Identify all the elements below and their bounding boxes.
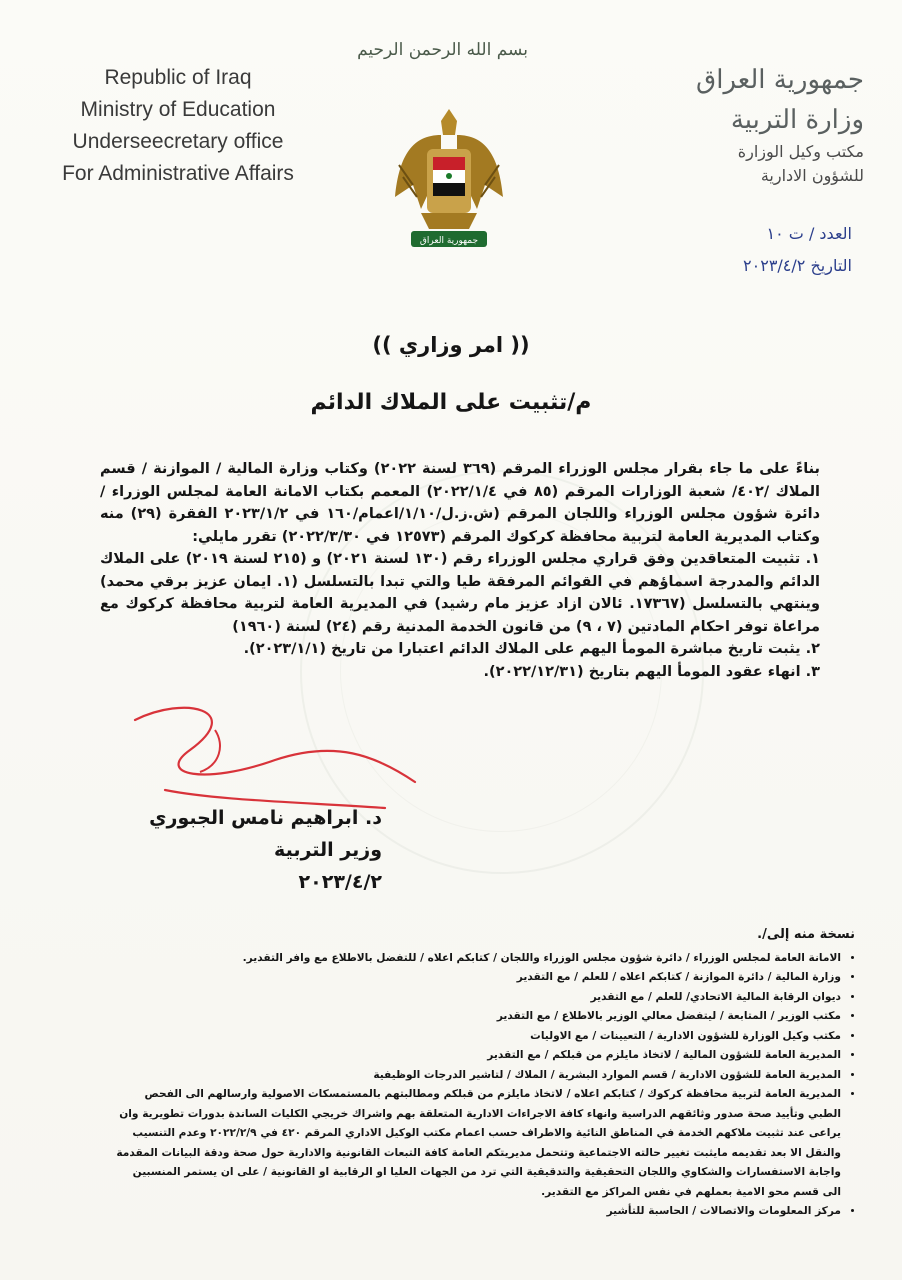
signatory-name: د. ابراهيم نامس الجبوري (149, 807, 382, 829)
copies-section (115, 925, 855, 1222)
en-line-ministry: Ministry of Education (80, 98, 276, 121)
order-intro: بناءً على ما جاء بقرار مجلس الوزراء المرقم (٣٦٩ لسنة ٢٠٢٢) وكتاب وزارة المالية / الموازنة / قسم الملاك /٤٠٢/ شعبة الوزارات المرقم (٨٥ في ٢٠٢٢/١/٤) المعمم بكتاب الامانة العامة لمجلس الوزراء / دائرة شؤون مجلس الوزراء واللجان المرقم (ش.ز.ل/١/١٠/اعمام/١٦٠ في ٢٠٢٣/١/٢ الفقرة (٢٩) منه وكتاب المديرية العامة لتربية محافظة كركوك المرقم (١٢٥٧٣ في ٢٠٢٢/٣/٣٠) تقرر مايلي: (100, 461, 821, 545)
arabic-letterhead (624, 60, 864, 188)
copies-list (115, 949, 855, 1222)
iraq-eagle-emblem-icon (393, 105, 505, 257)
copies-header: نسخة منه إلى/. (757, 927, 855, 942)
copy-recipient: • مكتب وكيل الوزارة للشؤون الادارية / التعيينات / مع الاوليات (115, 1027, 841, 1047)
en-line-office: Underseecretary office (72, 130, 284, 153)
document-title: (( امر وزاري )) (372, 333, 530, 357)
order-body (100, 458, 820, 683)
signature-block (142, 802, 382, 898)
signature-date: ٢٠٢٣/٤/٢ (298, 871, 382, 893)
order-item-1: ١. تثبيت المتعاقدين وفق قراري مجلس الوزراء رقم (١٣٠ لسنة ٢٠٢١) و (٢١٥ لسنة ٢٠١٩) على الملاك الدائم والمدرجة اسماؤهم في القوائم المرفقة طيا والتي تبدا بالتسلسل (١. ايمان عزيز برقي محمد) وينتهي بالتسلسل (١٧٣٦٧. ئالان ازاد عزيز مام رشيد) في المديرية العامة لتربية محافظة كركوك مع مراعاة توفر احكام المادتين (٧ ، ٩) من قانون الخدمة المدنية رقم (٢٤) لسنة (١٩٦٠) (100, 551, 821, 635)
order-item-3: ٣. انهاء عقود المومأ اليهم بتاريخ (٢٠٢٢/١٢/٣١). (483, 663, 820, 680)
copy-recipient: • ديوان الرقابة المالية الاتحادي/ للعلم / مع التقدير (115, 988, 841, 1008)
document-subject: م/تثبيت على الملاك الدائم (310, 390, 592, 415)
copy-recipient: • مركز المعلومات والاتصالات / الحاسبة للتأشير (115, 1202, 841, 1222)
ar-line-ministry: وزارة التربية (730, 105, 864, 135)
basmala: بسم الله الرحمن الرحيم (357, 40, 528, 60)
en-line-affairs: For Administrative Affairs (62, 162, 294, 185)
reference-date: التاريخ ٢٠٢٣/٤/٢ (743, 256, 852, 275)
copy-recipient: • المديرية العامة للشؤون الادارية / قسم الموارد البشرية / الملاك / لتاشير الدرجات الوظيفية (115, 1066, 841, 1086)
copy-recipient: • المديرية العامة لتربية محافظة كركوك / كتابكم اعلاه / لاتخاذ مايلزم من قبلكم ومطالبتهم بالمستمسكات الاصولية وارسالهم الى الفحص الطبي وتأييد صحة صدور وثائقهم الدراسية وانهاء كافة الاجراءات الادارية المتعلقة بهم واشراك خريجي الكليات الساندة بدورات تطويرية وان يراعى عند تثبيت ملاكهم الخدمة في المناطق النائية والاطراف حسب اعمام مكتب الوكيل الاداري المرقم ٤٢٠ في ٢٠٢٢/٢/٩ وعدم التنسيب والنقل الا بعد تقديمه مايثبت تغيير حالته الاجتماعية وتتحمل مديريتكم العامة كافة التبعات القانونية والادارية حول صحة ودقة البيانات المقدمة واجابة الاستفسارات والشكاوي واللجان التحقيقية والتدقيقية التي ترد من الجهات العليا او الرقابية او القانونية / على ان يستمر المنسبين الى قسم محو الامية بعملهم في نفس المراكز مع التقدير. (115, 1085, 841, 1202)
ar-office-line-2: للشؤون الادارية (760, 166, 864, 185)
signatory-title: وزير التربية (274, 839, 382, 861)
en-line-country: Republic of Iraq (104, 66, 252, 89)
svg-text:جمهورية العراق: جمهورية العراق (419, 236, 479, 246)
copy-recipient: • الامانة العامة لمجلس الوزراء / دائرة شؤون مجلس الوزراء واللجان / كتابكم اعلاه / للتفضل بالاطلاع مع وافر التقدير. (115, 949, 841, 969)
ar-office-line-1: مكتب وكيل الوزارة (737, 142, 864, 161)
handwritten-signature-icon (95, 690, 425, 820)
ar-line-country: جمهورية العراق (696, 65, 864, 95)
copy-recipient: • وزارة المالية / دائرة الموازنة / كتابكم اعلاه / للعلم / مع التقدير (115, 968, 841, 988)
english-letterhead (38, 62, 318, 190)
copy-recipient: • المديرية العامة للشؤون المالية / لاتخاذ مايلزم من قبلكم / مع التقدير (115, 1046, 841, 1066)
copy-recipient: • مكتب الوزير / المتابعة / ليتفضل معالي الوزير بالاطلاع / مع التقدير (115, 1007, 841, 1027)
order-item-2: ٢. يثبت تاريخ مباشرة المومأ اليهم على الملاك الدائم اعتبارا من تاريخ (٢٠٢٣/١/١). (243, 641, 820, 657)
reference-number: العدد / ت ١٠ (766, 224, 852, 243)
